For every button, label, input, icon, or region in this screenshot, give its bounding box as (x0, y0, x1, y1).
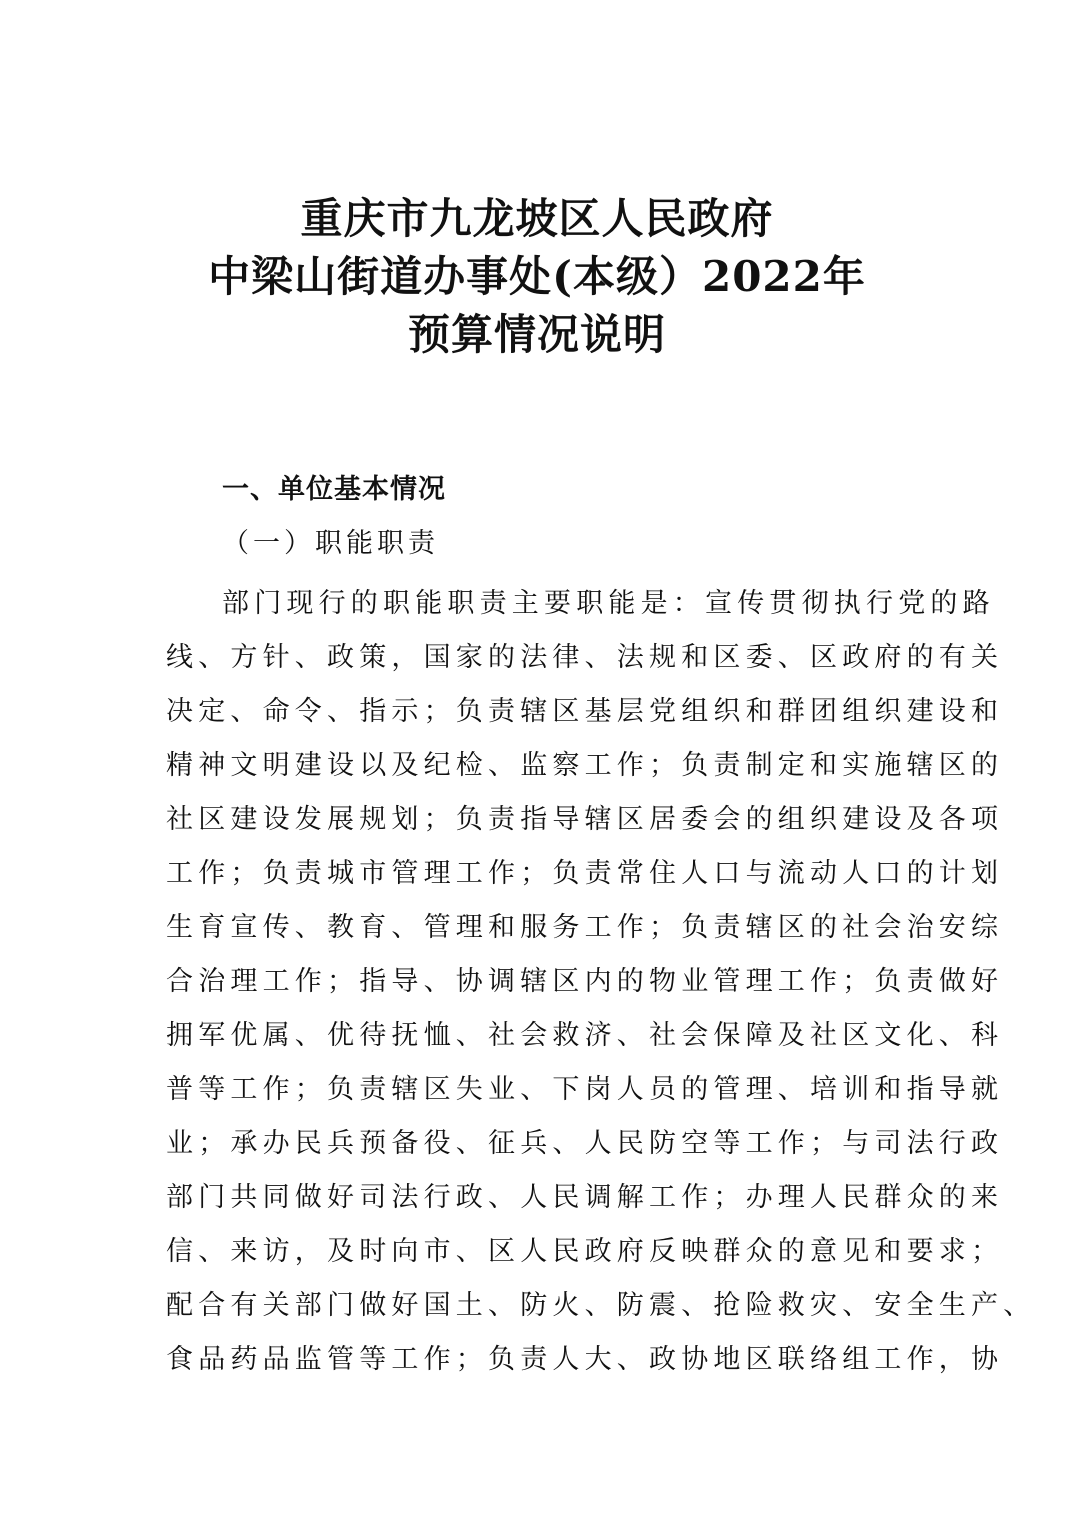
section-heading: 一、单位基本情况 (222, 474, 446, 505)
body-line: 决定、命令、指示；负责辖区基层党组织和群团组织建设和 (166, 696, 1004, 727)
body-line: 食品药品监管等工作；负责人大、政协地区联络组工作，协 (166, 1344, 1004, 1375)
body-line: 精神文明建设以及纪检、监察工作；负责制定和实施辖区的 (166, 750, 1004, 781)
body-line: 工作；负责城市管理工作；负责常住人口与流动人口的计划 (166, 858, 1004, 889)
body-line: 社区建设发展规划；负责指导辖区居委会的组织建设及各项 (166, 804, 1004, 835)
body-line: 部门现行的职能职责主要职能是：宣传贯彻执行党的路 (222, 588, 995, 619)
sub-heading: （一）职能职责 (222, 528, 439, 559)
body-line: 合治理工作；指导、协调辖区内的物业管理工作；负责做好 (166, 966, 1004, 997)
body-line: 信、来访，及时向市、区人民政府反映群众的意见和要求； (166, 1236, 1004, 1267)
title-line-1: 重庆市九龙坡区人民政府 (300, 194, 774, 243)
body-paragraph (166, 577, 1036, 1387)
document-title (0, 190, 1074, 364)
body-line: 普等工作；负责辖区失业、下岗人员的管理、培训和指导就 (166, 1074, 1004, 1105)
body-line: 业；承办民兵预备役、征兵、人民防空等工作；与司法行政 (166, 1128, 1004, 1159)
title-line-2: 中梁山街道办事处(本级）2022年 (208, 252, 866, 301)
body-line: 线、方针、政策，国家的法律、法规和区委、区政府的有关 (166, 642, 1004, 673)
title-line-3: 预算情况说明 (407, 310, 666, 359)
body-line: 部门共同做好司法行政、人民调解工作；办理人民群众的来 (166, 1182, 1004, 1213)
body-line: 拥军优属、优待抚恤、社会救济、社会保障及社区文化、科 (166, 1020, 1004, 1051)
body-line: 生育宣传、教育、管理和服务工作；负责辖区的社会治安综 (166, 912, 1004, 943)
body-line: 配合有关部门做好国土、防火、防震、抢险救灾、安全生产、 (166, 1290, 1036, 1321)
